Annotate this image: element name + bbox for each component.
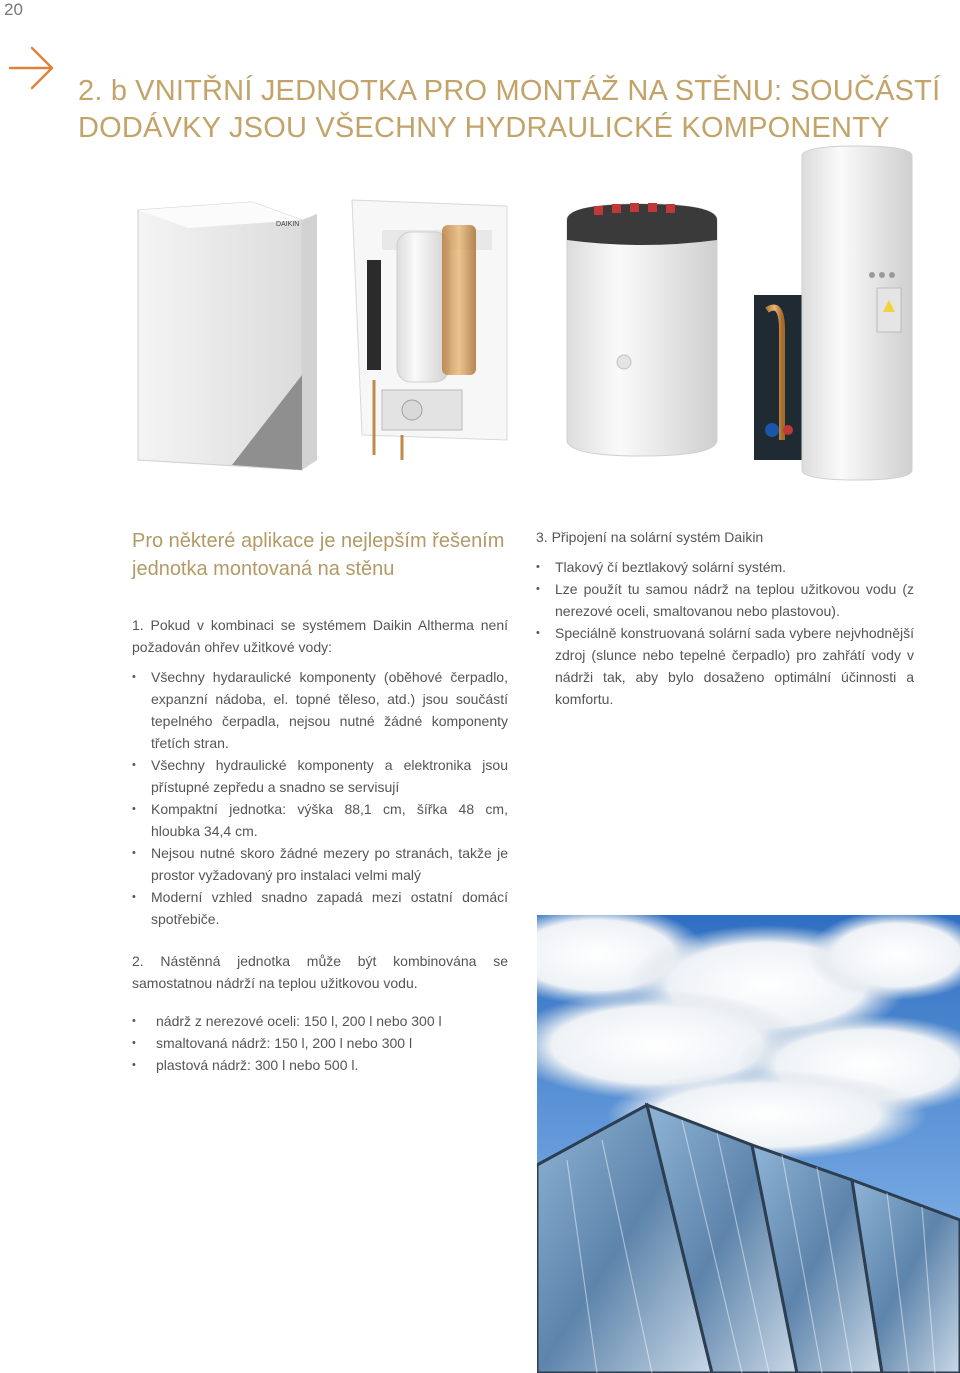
left-column bbox=[132, 614, 508, 1076]
water-tank bbox=[567, 203, 717, 456]
arrow-right-icon bbox=[6, 44, 58, 92]
wall-unit-closed bbox=[138, 202, 317, 470]
list-item: • Nejsou nutné skoro žádné mezery po stranách, takže je prostor vyžadovaný pro instalaci velmi malý bbox=[132, 842, 508, 886]
page-title bbox=[78, 73, 948, 147]
storage-cylinder bbox=[802, 146, 912, 480]
section-1-intro: 1. Pokud v kombinaci se systémem Daikin Altherma není požadován ohřev užitkové vody: bbox=[132, 617, 508, 655]
list-item: • Tlakový čí beztlakový solární systém. bbox=[536, 556, 914, 578]
section-number: 2. b bbox=[78, 75, 128, 108]
list-item: • Všechny hydaraulické komponenty (oběhové čerpadlo, expanzní nádoba, el. topné těleso, atd.) jsou součástí tepelného čerpadla, nejsou nutné žádné komponenty třetích stran. bbox=[132, 666, 508, 754]
list-item: • Kompaktní jednotka: výška 88,1 cm, šířka 48 cm, hloubka 34,4 cm. bbox=[132, 798, 508, 842]
section-1-list bbox=[132, 666, 508, 930]
list-item: • Moderní vzhled snadno zapadá mezi ostatní domácí spotřebiče. bbox=[132, 886, 508, 930]
section-2-intro: 2. Nástěnná jednotka může být kombinována se samostatnou nádrží na teplou užitkovou vodu. bbox=[132, 953, 508, 991]
solar-panels-photo bbox=[537, 915, 960, 1373]
section-3-heading: 3. Připojení na solární systém Daikin bbox=[536, 529, 764, 545]
brand-label: DAIKIN bbox=[276, 221, 300, 228]
list-item: • plastová nádrž: 300 l nebo 500 l. bbox=[132, 1054, 508, 1076]
title-text: VNITŘNÍ JEDNOTKA PRO MONTÁŽ NA STĚNU: SOUČÁSTÍ DODÁVKY JSOU VŠECHNY HYDRAULICKÉ KOMPONENTY bbox=[78, 75, 941, 145]
list-item: • nádrž z nerezové oceli: 150 l, 200 l nebo 300 l bbox=[132, 1010, 508, 1032]
section-3-list bbox=[536, 556, 914, 710]
wall-unit-open bbox=[352, 200, 507, 460]
right-column bbox=[536, 526, 914, 710]
list-item: • Všechny hydraulické komponenty a elektronika jsou přístupné zepředu a snadno se servisují bbox=[132, 754, 508, 798]
list-item: • Lze použít tu samou nádrž na teplou užitkovou vodu (z nerezové oceli, smaltovanou nebo plastovou). bbox=[536, 578, 914, 622]
list-item: • Speciálně konstruovaná solární sada vybere nejvhodnější zdroj (slunce nebo tepelné čerpadlo) pro zahřátí vody v nádrži tak, aby bylo dosaženo optimální účinnosti a komfortu. bbox=[536, 622, 914, 710]
section-2-list bbox=[132, 1010, 508, 1076]
product-photo bbox=[112, 140, 942, 490]
section-subtitle: Pro některé aplikace je nejlepším řešením jednotka montovaná na stěnu bbox=[132, 530, 505, 580]
solar-station bbox=[754, 295, 802, 460]
list-item: • smaltovaná nádrž: 150 l, 200 l nebo 300 l bbox=[132, 1032, 508, 1054]
page-number: 20 bbox=[4, 0, 23, 19]
